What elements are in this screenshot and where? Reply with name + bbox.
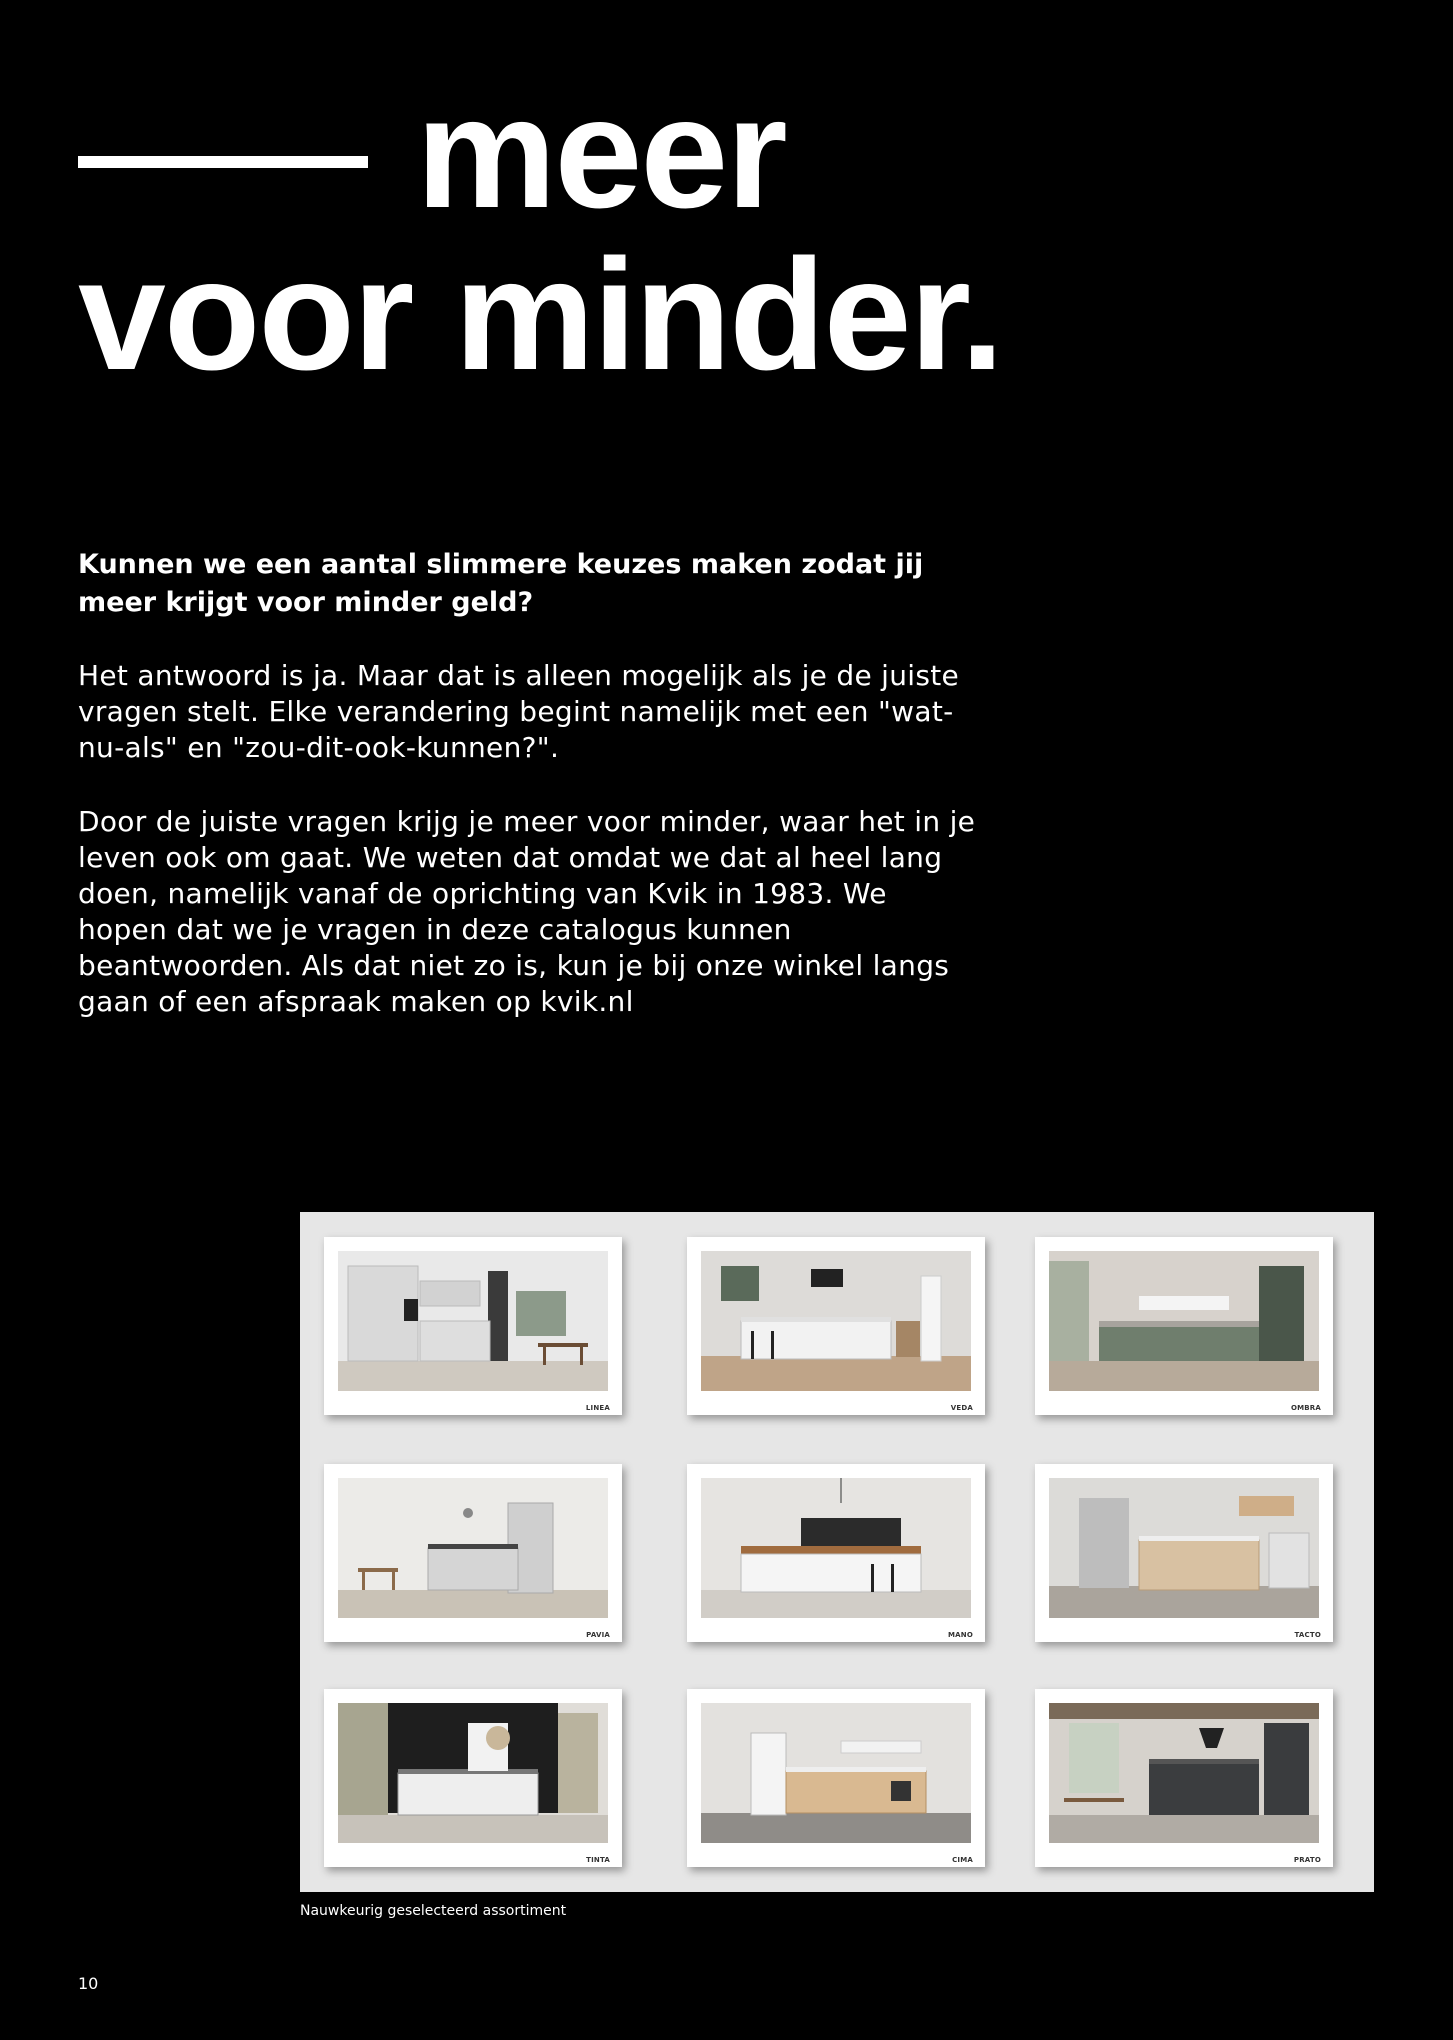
- kitchen-collage: [300, 1212, 1374, 1892]
- kitchen-photo-pavia: [338, 1478, 608, 1618]
- headline: [78, 65, 1003, 403]
- kitchen-card-cima: [687, 1689, 985, 1867]
- headline-line-2: voor minder.: [78, 227, 1003, 403]
- lead-question: Kunnen we een aantal slimmere keuzes maken zodat jij meer krijgt voor minder geld?: [78, 549, 924, 618]
- kitchen-label-veda: VEDA: [950, 1404, 973, 1412]
- kitchen-photo-ombra: [1049, 1251, 1319, 1391]
- kitchen-card-mano: [687, 1464, 985, 1642]
- kitchen-card-tacto: [1035, 1464, 1333, 1642]
- headline-line-1: [78, 65, 1002, 241]
- kitchen-photo-tinta: [338, 1703, 608, 1843]
- kitchen-card-prato: [1035, 1689, 1333, 1867]
- kitchen-card-ombra: [1035, 1237, 1333, 1415]
- intro-paragraph-2: Door de juiste vragen krijg je meer voor minder, waar het in je leven ook om gaat. We weten dat omdat we dat al heel lang doen, namelijk vanaf de oprichting van Kvik in 1983. We hopen dat we je vragen in deze catalogus kunnen beantwoorden. Als dat niet zo is, kun je bij onze winkel langs gaan of een afspraak maken op kvik.nl: [78, 805, 976, 1018]
- headline-dash: [78, 156, 368, 168]
- kitchen-photo-tacto: [1049, 1478, 1319, 1618]
- kitchen-photo-veda: [701, 1251, 971, 1391]
- kitchen-photo-linea: [338, 1251, 608, 1391]
- kitchen-label-tacto: TACTO: [1294, 1631, 1321, 1639]
- kitchen-photo-mano: [701, 1478, 971, 1618]
- collage-caption: Nauwkeurig geselecteerd assortiment: [300, 1903, 567, 1919]
- kitchen-label-mano: MANO: [948, 1631, 973, 1639]
- intro-paragraph-1: Het antwoord is ja. Maar dat is alleen mogelijk als je de juiste vragen stelt. Elke verandering begint namelijk met een "wat-nu-als" en "zou-dit-ook-kunnen?".: [78, 659, 960, 764]
- kitchen-card-pavia: [324, 1464, 622, 1642]
- kitchen-card-veda: [687, 1237, 985, 1415]
- kitchen-label-prato: PRATO: [1293, 1856, 1321, 1864]
- kitchen-label-pavia: PAVIA: [586, 1631, 610, 1639]
- kitchen-label-tinta: TINTA: [586, 1856, 610, 1864]
- kitchen-label-cima: CIMA: [952, 1856, 973, 1864]
- kitchen-label-linea: LINEA: [585, 1404, 610, 1412]
- kitchen-photo-prato: [1049, 1703, 1319, 1843]
- kitchen-label-ombra: OMBRA: [1290, 1404, 1321, 1412]
- kitchen-photo-cima: [701, 1703, 971, 1843]
- kitchen-card-tinta: [324, 1689, 622, 1867]
- page-number: 10: [78, 1974, 99, 1993]
- headline-word-meer: meer: [416, 65, 786, 241]
- kitchen-card-linea: [324, 1237, 622, 1415]
